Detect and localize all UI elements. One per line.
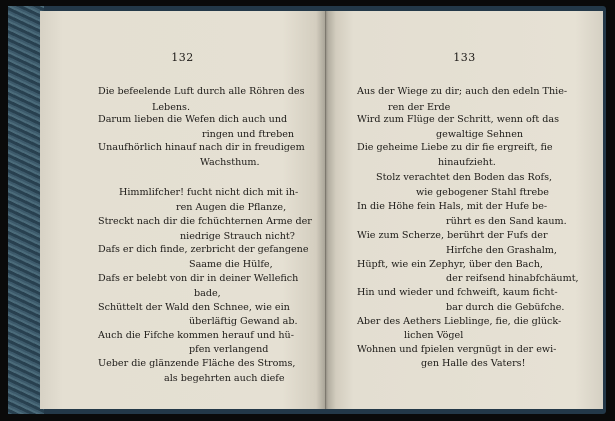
- text-line: rührt es den Sand kaum.: [446, 216, 567, 227]
- text-line: ringen und ftreben: [202, 129, 295, 140]
- text-line: Schüttelt der Wald den Schnee, wie ein: [98, 302, 290, 313]
- text-line: Hin und wieder und fchweift, kaum ficht-: [357, 287, 558, 298]
- text-line: Streckt nach dir die fchüchternen Arme der: [98, 216, 312, 227]
- right-page: [326, 11, 603, 409]
- text-line: lichen Vögel: [404, 330, 464, 341]
- text-line: pfen verlangend: [189, 344, 269, 355]
- text-line: Lebens.: [152, 102, 191, 113]
- page-number-left: 132: [171, 51, 194, 64]
- text-line: Wohnen und fpielen vergnügt in der ewi-: [357, 344, 557, 355]
- page-number-right: 133: [453, 51, 476, 64]
- text-line: ren Augen die Pflanze,: [176, 202, 287, 213]
- text-line: gewaltige Sehnen: [436, 129, 524, 140]
- text-line: Aus der Wiege zu dir; auch den edeln Thie-: [357, 86, 568, 97]
- text-line: Aber des Aethers Lieblinge, fie, die glück-: [357, 316, 562, 327]
- text-line: Auch die Fifche kommen herauf und hü-: [98, 330, 294, 341]
- text-line: In die Höhe fein Hals, mit der Hufe be-: [357, 201, 548, 212]
- text-line: Wie zum Scherze, berührt der Fufs der: [357, 230, 548, 241]
- text-line: Hüpft, wie ein Zephyr, über den Bach,: [357, 259, 543, 270]
- text-line: Saame die Hülfe,: [189, 259, 273, 270]
- text-line: Himmlifcher! fucht nicht dich mit ih-: [119, 187, 299, 198]
- text-line: Unaufhörlich hinauf nach dir in freudigem: [98, 142, 305, 153]
- text-line: Die geheime Liebe zu dir fie ergreift, fie: [357, 142, 553, 153]
- left-page: [40, 11, 326, 409]
- text-line: als begehrten auch diefe: [164, 373, 285, 384]
- text-line: hinaufzieht.: [438, 157, 496, 168]
- text-line: gen Halle des Vaters!: [421, 358, 526, 369]
- text-line: niedrige Strauch nicht?: [180, 231, 295, 242]
- text-line: bar durch die Gebüfche.: [446, 302, 565, 313]
- text-line: Dafs er dich finde, zerbricht der gefangene: [98, 244, 309, 255]
- text-line: Stolz verachtet den Boden das Rofs,: [376, 172, 553, 183]
- text-line: Wird zum Flüge der Schritt, wenn oft das: [357, 114, 560, 125]
- text-line: Hirfche den Grashalm,: [446, 245, 557, 256]
- text-line: Die befeelende Luft durch alle Röhren des: [98, 86, 305, 97]
- text-line: Ueber die glänzende Fläche des Stroms,: [98, 358, 296, 369]
- text-line: Dafs er belebt von dir in deiner Wellefich: [98, 273, 299, 284]
- text-line: bade,: [194, 288, 221, 299]
- text-line: der reifsend hinabfchäumt,: [446, 273, 579, 284]
- text-line: überläftig Gewand ab.: [189, 316, 298, 327]
- text-line: ren der Erde: [388, 102, 451, 113]
- text-line: Wachsthum.: [200, 157, 260, 168]
- text-line: Darum lieben die Wefen dich auch und: [98, 114, 288, 125]
- text-line: wie gebogener Stahl ftrebe: [416, 187, 549, 198]
- cover-marbled-edge: [8, 6, 44, 414]
